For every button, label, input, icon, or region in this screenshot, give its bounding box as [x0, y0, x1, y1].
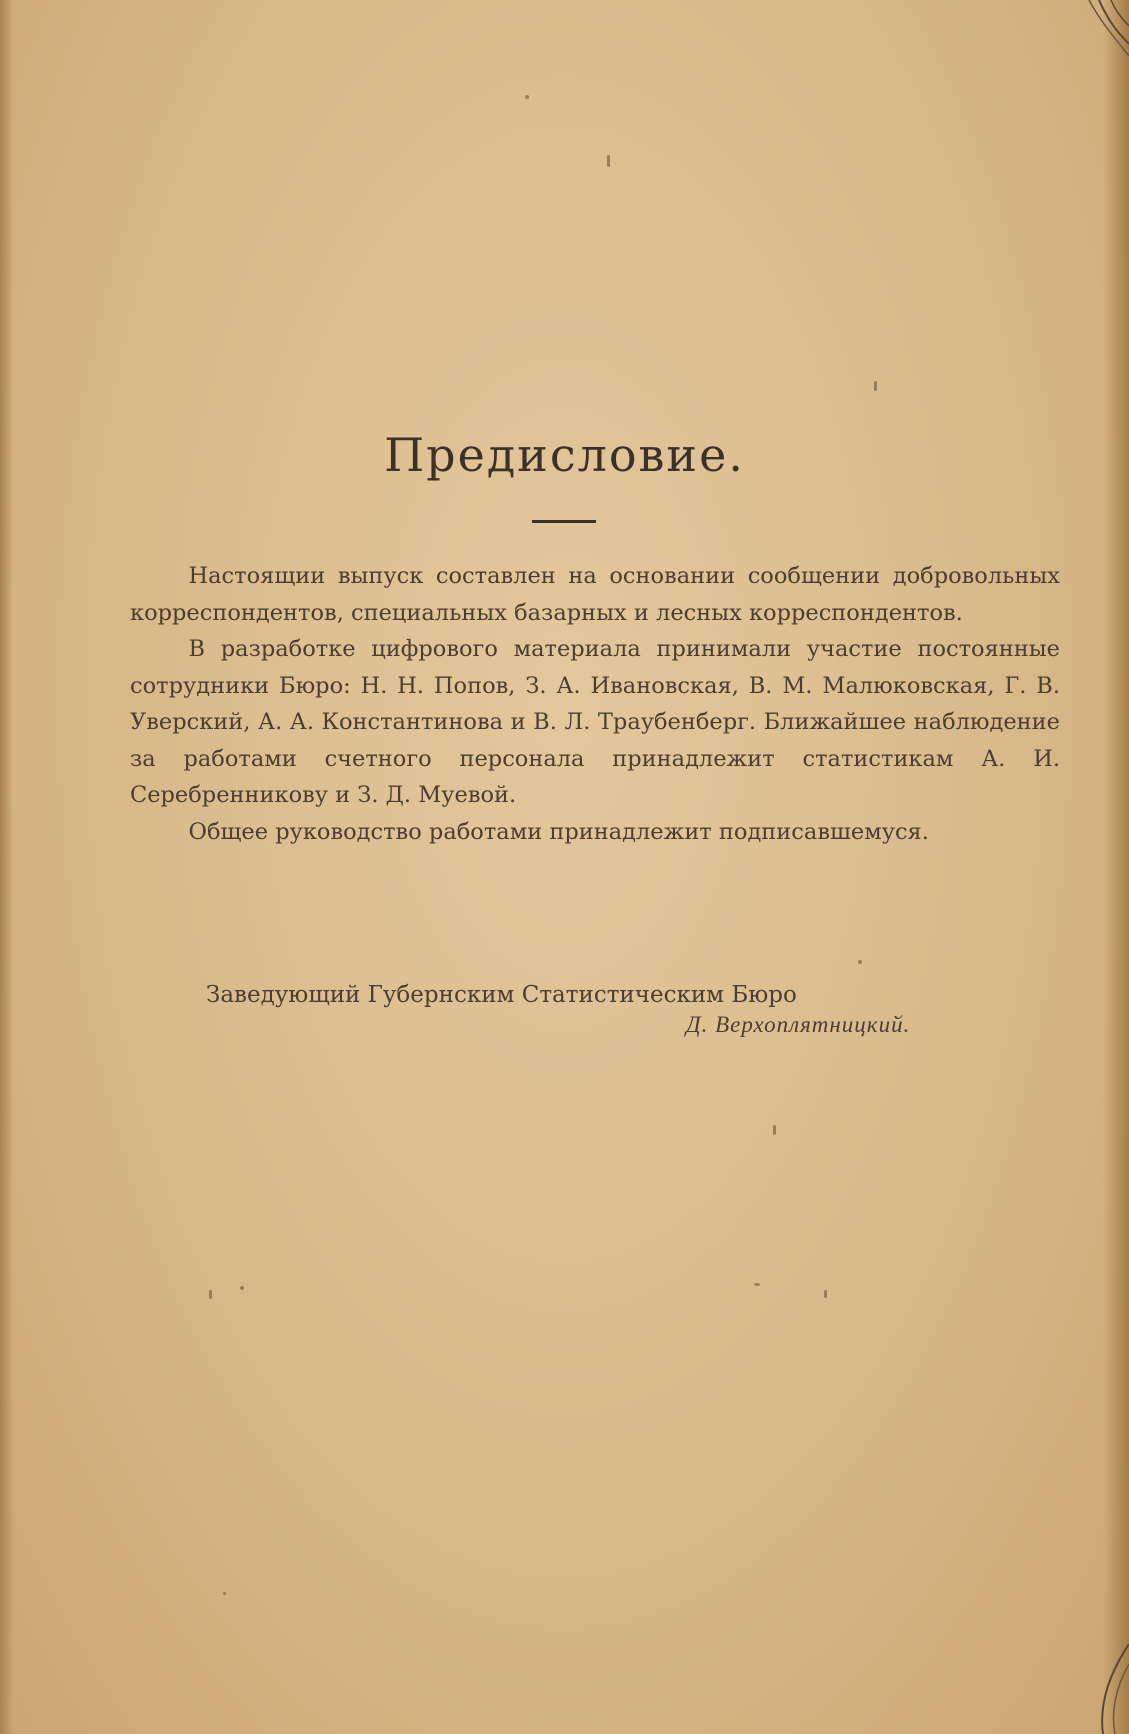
paragraph-sources: Настоящии выпуск составлен на основании сообщении добровольных корреспондентов, специальных базарных и лесных корреспондентов.: [130, 563, 1060, 626]
paragraph-staff: В разработке цифрового материала принимали участие постоянные сотрудники Бюро: Н. Н. Попов, З. А. Ивановская, В. М. Малюковская, Г. В. Уверский, А. А. Константинова и В. Л. Траубенберг. Ближайшее наблюдение за работами счетного персонала принадлежит статистикам А. И. Серебренникову и З. Д. Муевой.: [130, 636, 1060, 808]
page-right-edge: [1103, 0, 1129, 1734]
paper-speck: [525, 95, 529, 99]
paper-speck: [858, 960, 862, 964]
signature-name: Д. Верхоплятницкий.: [686, 1012, 911, 1037]
preface-body: [130, 558, 1060, 850]
paper-speck: [824, 1290, 827, 1298]
paper-speck: [209, 1290, 212, 1299]
paper-speck: [874, 381, 877, 391]
paragraph-leadership: Общее руководство работами принадлежит подписавшемуся.: [188, 818, 929, 845]
paper-speck: [223, 1592, 226, 1595]
bottom-right-corner-curl: [1069, 1644, 1129, 1734]
paper-speck: [607, 155, 610, 167]
paper-speck: [754, 1283, 760, 1286]
page-title: Предисловие.: [384, 428, 745, 482]
top-right-corner-curl: [1059, 0, 1129, 70]
signature-position: Заведующий Губернским Статистическим Бюро: [206, 982, 797, 1008]
title-divider: [532, 520, 596, 523]
paper-speck: [773, 1125, 776, 1135]
paper-speck: [240, 1286, 244, 1290]
page-left-edge: [0, 0, 14, 1734]
